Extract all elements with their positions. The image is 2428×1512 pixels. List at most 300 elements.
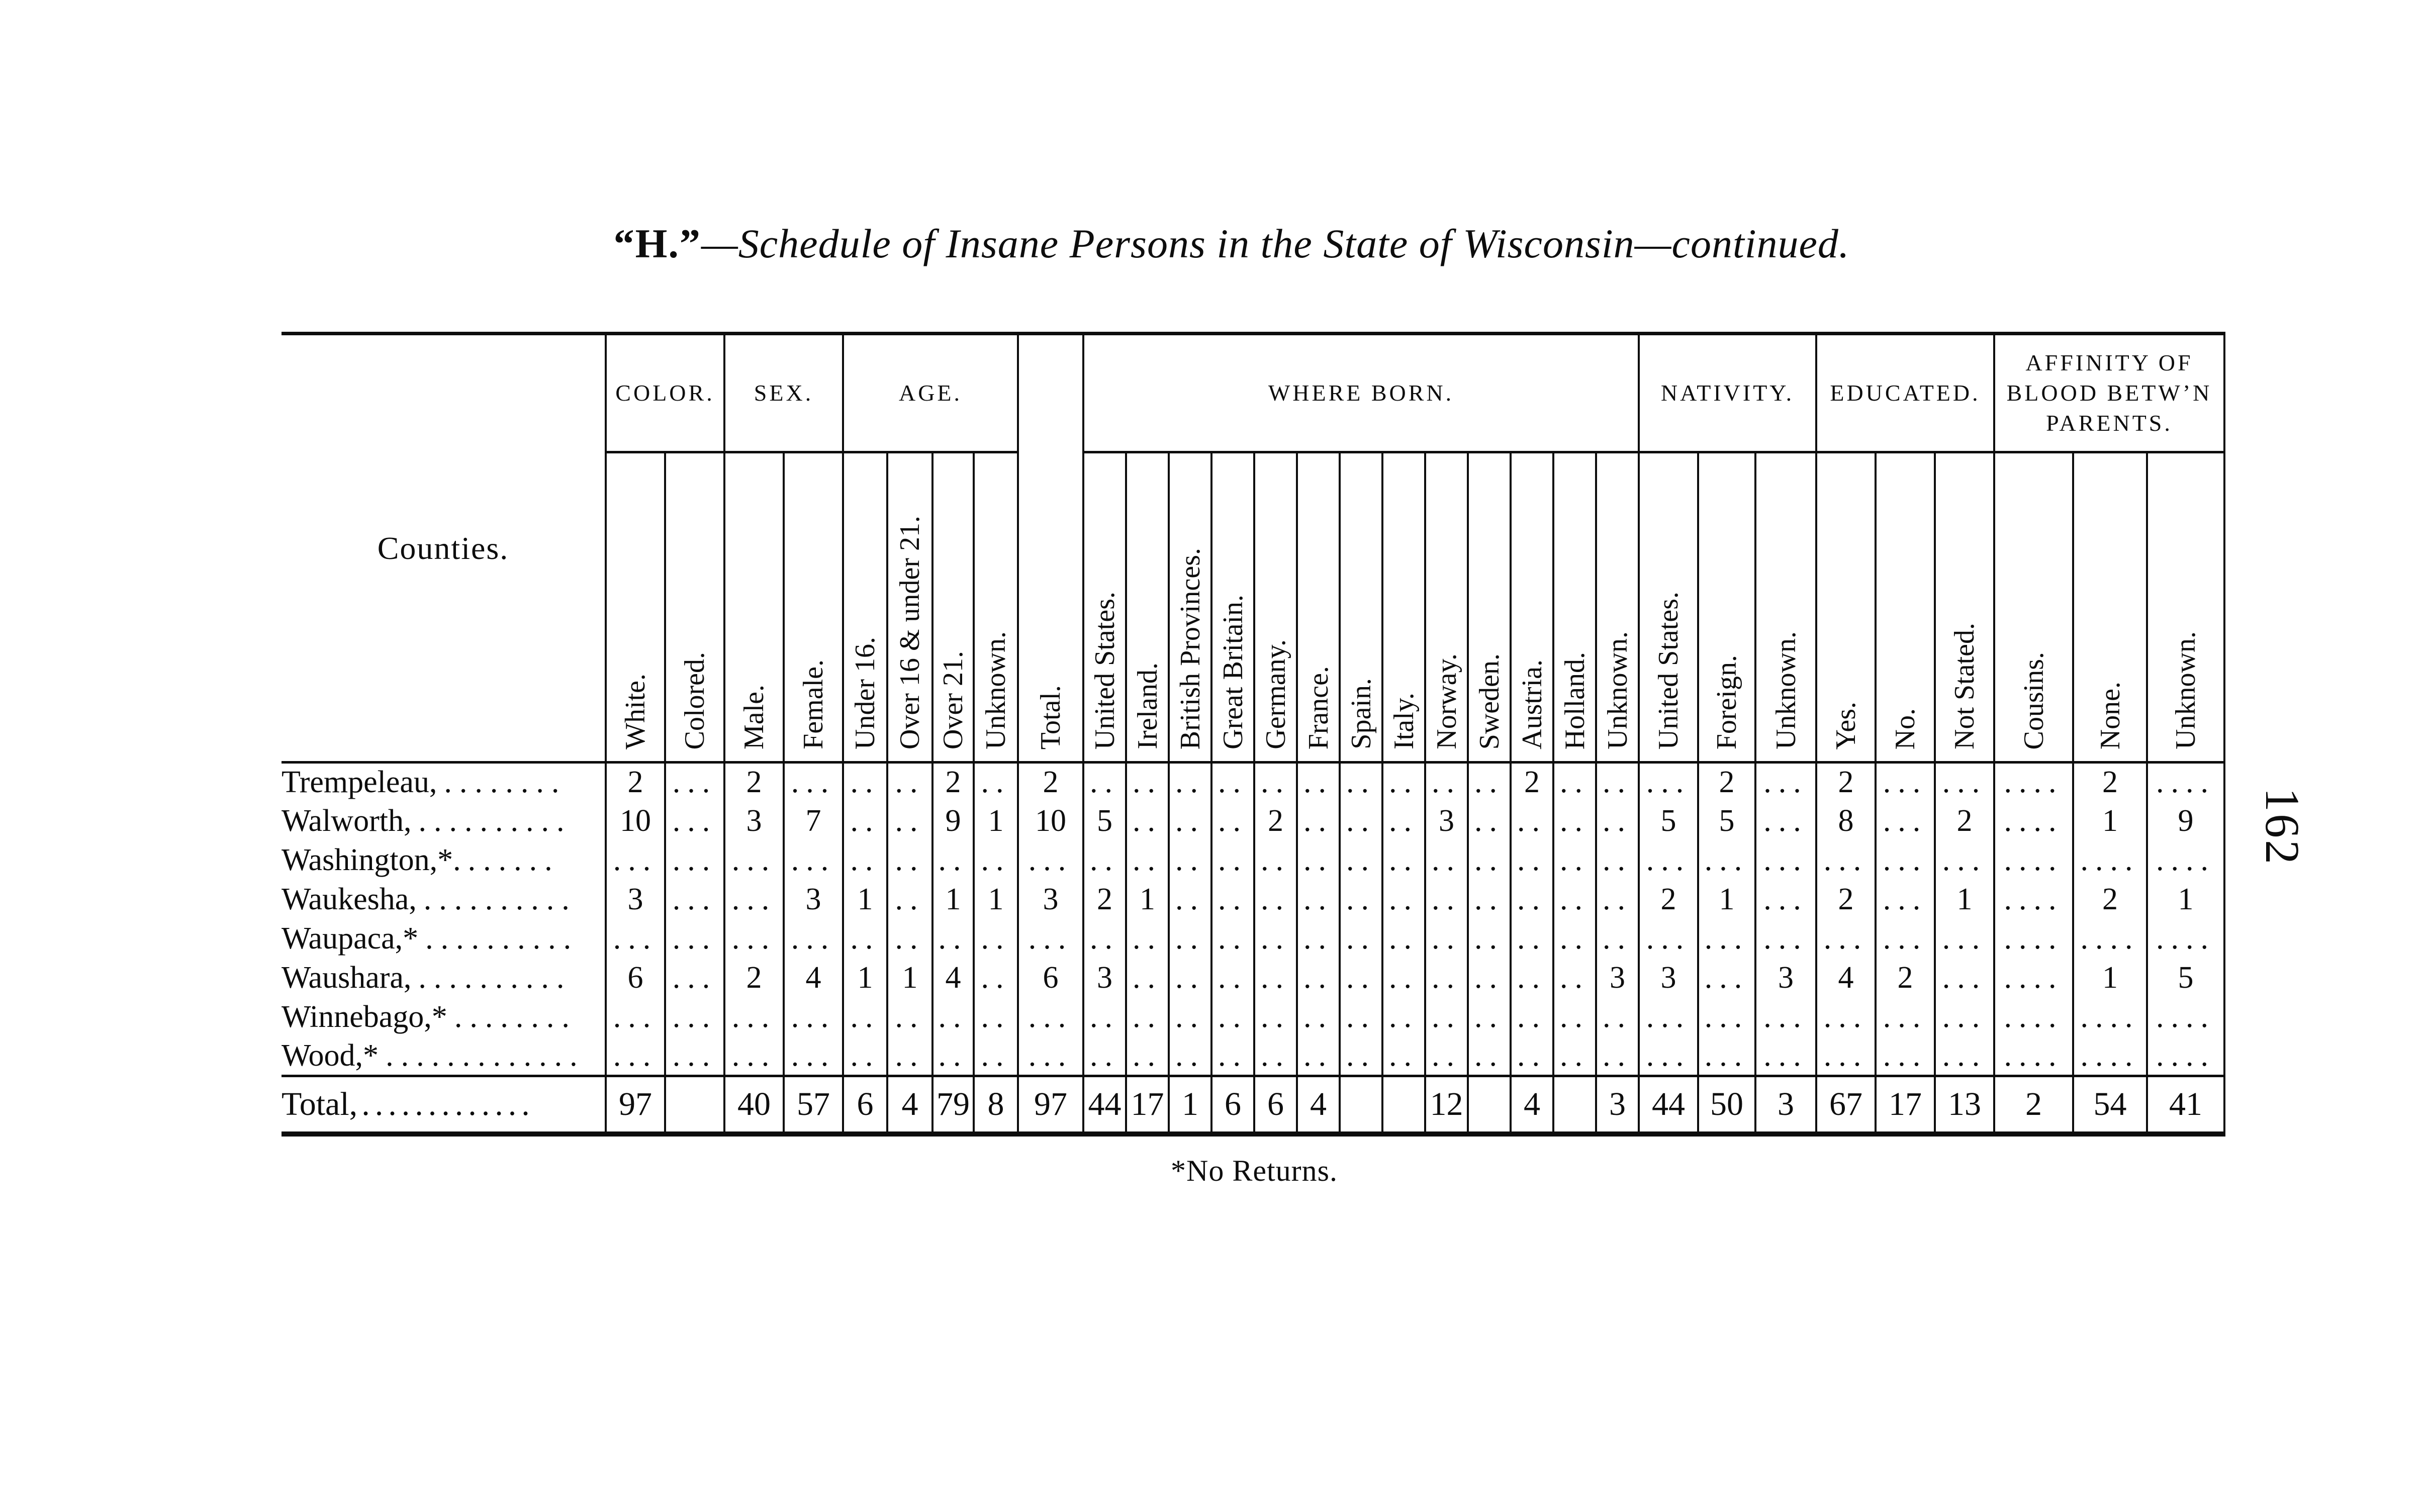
empty-dots: .. [1474, 961, 1504, 995]
table-cell [724, 919, 784, 959]
column-header [606, 452, 665, 763]
table-cell [665, 998, 724, 1037]
table-cell [1382, 1037, 1425, 1076]
empty-dots: ... [1823, 921, 1869, 956]
column-header [1876, 452, 1935, 763]
empty-dots: .. [1303, 1038, 1333, 1073]
empty-dots: ... [672, 1038, 717, 1073]
table-cell: 4 [784, 959, 843, 998]
empty-dots: ... [1763, 921, 1808, 956]
table-cell [1254, 1037, 1297, 1076]
table-cell [1425, 919, 1468, 959]
empty-dots: .. [1603, 804, 1632, 838]
total-cell: 17 [1126, 1076, 1169, 1135]
table-cell [2073, 1037, 2147, 1076]
empty-dots: .. [1517, 1038, 1547, 1073]
table-cell [974, 959, 1018, 998]
table-cell [1018, 1037, 1083, 1076]
empty-dots: .. [1346, 1000, 1376, 1034]
table-cell [1994, 998, 2073, 1037]
table-cell: 2 [1083, 880, 1126, 919]
empty-dots: .. [1603, 843, 1632, 877]
empty-dots: ... [791, 843, 836, 877]
title-prefix: “H.” [613, 221, 701, 266]
table-cell [1511, 998, 1553, 1037]
dot-leader: ............. [361, 1086, 535, 1122]
table-cell [1126, 1037, 1169, 1076]
empty-dots: .. [850, 1000, 880, 1034]
county-name: Wood,* [282, 1038, 379, 1073]
table-cell: 1 [974, 802, 1018, 841]
empty-dots: .. [1432, 1000, 1461, 1034]
table-cell [724, 1037, 784, 1076]
table-cell [1511, 919, 1553, 959]
table-cell [1211, 998, 1254, 1037]
table-cell [1425, 841, 1468, 880]
table-cell [843, 763, 887, 802]
county-label [282, 919, 606, 959]
total-cell: 57 [784, 1076, 843, 1135]
table-cell [1083, 998, 1126, 1037]
empty-dots: ... [1763, 1000, 1808, 1034]
empty-dots: .... [2004, 882, 2064, 916]
table-cell [1169, 841, 1211, 880]
total-cell: 41 [2147, 1076, 2224, 1135]
empty-dots: ... [1763, 1038, 1808, 1073]
county-label [282, 880, 606, 919]
column-header [1018, 452, 1083, 763]
group-header: WHERE BORN. [1083, 334, 1639, 452]
empty-dots: .... [2004, 843, 2064, 877]
table-cell [2147, 841, 2224, 880]
table-cell [1876, 919, 1935, 959]
table-cell [1018, 841, 1083, 880]
empty-dots: ... [672, 765, 717, 800]
table-row [282, 998, 2224, 1037]
empty-dots: .. [1175, 804, 1205, 838]
column-header-label: No. [1890, 708, 1921, 749]
empty-dots: .... [2156, 921, 2215, 956]
table-cell: 3 [1755, 959, 1816, 998]
county-name: Waukesha, [282, 882, 417, 916]
column-header-label: Italy. [1388, 693, 1420, 749]
table-cell [1169, 880, 1211, 919]
column-header [1596, 452, 1639, 763]
total-cell: 3 [1755, 1076, 1816, 1135]
table-cell [1018, 919, 1083, 959]
empty-dots: .. [1517, 1000, 1547, 1034]
counties-header: Counties. [282, 334, 606, 763]
empty-dots: .. [850, 1038, 880, 1073]
table-cell [974, 919, 1018, 959]
table-cell [1876, 998, 1935, 1037]
total-cell: 3 [1596, 1076, 1639, 1135]
empty-dots: .. [1517, 921, 1547, 956]
county-label [282, 1037, 606, 1076]
table-cell [1553, 959, 1596, 998]
table-cell: 1 [843, 880, 887, 919]
county-name: Waushara, [282, 961, 412, 995]
table-cell: 2 [1018, 763, 1083, 802]
table-cell [843, 998, 887, 1037]
empty-dots: ... [1763, 765, 1808, 800]
empty-dots: .. [1303, 843, 1333, 877]
table-cell [887, 841, 932, 880]
empty-dots: ... [791, 921, 836, 956]
empty-dots: .. [981, 961, 1011, 995]
column-header [1755, 452, 1816, 763]
empty-dots: ... [1883, 804, 1928, 838]
empty-dots: ... [1028, 921, 1073, 956]
table-cell [974, 1037, 1018, 1076]
total-cell: 17 [1876, 1076, 1935, 1135]
table-cell [1382, 880, 1425, 919]
empty-dots: ... [791, 1038, 836, 1073]
total-cell [665, 1076, 724, 1135]
empty-dots: .. [1218, 1000, 1248, 1034]
table-cell: 10 [606, 802, 665, 841]
column-header [1698, 452, 1755, 763]
table-cell: 3 [1596, 959, 1639, 998]
column-header-label: Unknown. [980, 631, 1011, 749]
table-cell [1816, 919, 1876, 959]
total-name: Total, [282, 1086, 358, 1122]
empty-dots: .. [1346, 961, 1376, 995]
table-header [282, 334, 2224, 763]
table-cell: 2 [2073, 880, 2147, 919]
table-cell [2073, 998, 2147, 1037]
empty-dots: ... [1883, 882, 1928, 916]
total-cell: 1 [1169, 1076, 1211, 1135]
empty-dots: ... [613, 1000, 658, 1034]
table-cell [665, 1037, 724, 1076]
table-cell: 2 [932, 763, 974, 802]
total-cell [1553, 1076, 1596, 1135]
table-cell [1083, 1037, 1126, 1076]
empty-dots: ... [1763, 882, 1808, 916]
table-cell: 2 [606, 763, 665, 802]
table-cell [665, 880, 724, 919]
empty-dots: .. [1175, 921, 1205, 956]
empty-dots: .. [1560, 961, 1590, 995]
column-header-label: Holland. [1559, 651, 1591, 749]
table-cell: 1 [974, 880, 1018, 919]
table-row [282, 802, 2224, 841]
empty-dots: ... [672, 961, 717, 995]
empty-dots: .. [895, 1000, 925, 1034]
table-cell [1994, 959, 2073, 998]
column-header-label: Great Britain. [1217, 595, 1249, 749]
table-cell [1297, 880, 1340, 919]
empty-dots: .... [2004, 1038, 2064, 1073]
table-cell: 7 [784, 802, 843, 841]
table-cell: 3 [1018, 880, 1083, 919]
column-header [1297, 452, 1340, 763]
table-cell: 2 [1876, 959, 1935, 998]
table-cell [2073, 919, 2147, 959]
table-cell [606, 841, 665, 880]
empty-dots: ... [1763, 843, 1808, 877]
empty-dots: .. [1389, 843, 1419, 877]
table-cell [1211, 841, 1254, 880]
empty-dots: .. [1303, 961, 1333, 995]
county-label [282, 841, 606, 880]
empty-dots: .. [1303, 921, 1333, 956]
empty-dots: .. [1218, 1038, 1248, 1073]
empty-dots: .. [1517, 961, 1547, 995]
empty-dots: .. [1261, 765, 1290, 800]
table-cell [1468, 880, 1511, 919]
column-header [724, 452, 784, 763]
table-cell [1382, 959, 1425, 998]
empty-dots: .. [1389, 921, 1419, 956]
column-header [1425, 452, 1468, 763]
table-cell [1425, 998, 1468, 1037]
empty-dots: .. [981, 843, 1011, 877]
table-cell [1596, 919, 1639, 959]
empty-dots: .. [850, 921, 880, 956]
table-cell [1816, 1037, 1876, 1076]
empty-dots: .. [1389, 882, 1419, 916]
empty-dots: .. [850, 843, 880, 877]
table-cell: 1 [2147, 880, 2224, 919]
table-cell [1126, 841, 1169, 880]
table-cell [1553, 919, 1596, 959]
empty-dots: ... [1823, 1038, 1869, 1073]
empty-dots: .. [1133, 921, 1162, 956]
table-cell [1876, 880, 1935, 919]
table-cell: 2 [1698, 763, 1755, 802]
total-cell: 8 [974, 1076, 1018, 1135]
table-cell [1935, 763, 1994, 802]
table-cell [1468, 1037, 1511, 1076]
table-cell: 2 [1935, 802, 1994, 841]
group-header: NATIVITY. [1639, 334, 1816, 452]
empty-dots: .. [1218, 882, 1248, 916]
table-cell: 1 [843, 959, 887, 998]
empty-dots: ... [1704, 843, 1749, 877]
empty-dots: .. [1133, 804, 1162, 838]
table-cell [1639, 763, 1698, 802]
empty-dots: .. [1175, 765, 1205, 800]
empty-dots: ... [1704, 1000, 1749, 1034]
empty-dots: .... [2080, 1000, 2140, 1034]
table-cell: 8 [1816, 802, 1876, 841]
total-row [282, 1076, 2224, 1135]
empty-dots: ... [731, 921, 777, 956]
table-cell: 2 [724, 959, 784, 998]
table-cell [1511, 959, 1553, 998]
total-cell: 97 [606, 1076, 665, 1135]
empty-dots: .. [1303, 804, 1333, 838]
table-cell [1596, 841, 1639, 880]
empty-dots: ... [1823, 1000, 1869, 1034]
empty-dots: .. [981, 1038, 1011, 1073]
empty-dots: .... [2004, 961, 2064, 995]
table-cell [1126, 763, 1169, 802]
empty-dots: .. [1432, 1038, 1461, 1073]
total-cell: 40 [724, 1076, 784, 1135]
empty-dots: .... [2156, 1038, 2215, 1073]
table-cell [1816, 841, 1876, 880]
table-cell [784, 841, 843, 880]
table-cell [887, 919, 932, 959]
table-cell [1935, 1037, 1994, 1076]
table-cell [665, 841, 724, 880]
empty-dots: .. [1175, 961, 1205, 995]
table-cell [1297, 919, 1340, 959]
empty-dots: .. [1517, 843, 1547, 877]
total-cell: 44 [1083, 1076, 1126, 1135]
column-header-label: Norway. [1431, 653, 1462, 749]
empty-dots: ... [1942, 843, 1987, 877]
empty-dots: .. [850, 765, 880, 800]
table-cell [1083, 763, 1126, 802]
empty-dots: .. [1346, 765, 1376, 800]
table-cell [1876, 841, 1935, 880]
column-header [1816, 452, 1876, 763]
table-cell [1297, 802, 1340, 841]
table-cell [1994, 880, 2073, 919]
column-header [1639, 452, 1698, 763]
empty-dots: .. [1175, 1038, 1205, 1073]
page-number: 162 [2256, 788, 2309, 866]
empty-dots: .. [1474, 765, 1504, 800]
footnote: *No Returns. [1171, 1154, 1338, 1187]
empty-dots: .. [981, 1000, 1011, 1034]
empty-dots: .. [1474, 921, 1504, 956]
empty-dots: .... [2004, 1000, 2064, 1034]
dot-leader: .......... [418, 804, 572, 838]
table-cell [932, 919, 974, 959]
table-cell [1169, 919, 1211, 959]
table-cell: 2 [1816, 763, 1876, 802]
table-cell [1698, 919, 1755, 959]
dot-leader: ............. [386, 1038, 585, 1073]
column-header-label: Yes. [1830, 701, 1861, 749]
table-cell: 3 [784, 880, 843, 919]
empty-dots: .. [1133, 765, 1162, 800]
column-header-label: Unknown. [2170, 631, 2201, 749]
empty-dots: .. [1560, 882, 1590, 916]
total-cell: 6 [1211, 1076, 1254, 1135]
empty-dots: .. [1560, 765, 1590, 800]
empty-dots: .. [1346, 804, 1376, 838]
table-cell [784, 763, 843, 802]
empty-dots: ... [613, 921, 658, 956]
empty-dots: .. [938, 843, 968, 877]
column-header [1126, 452, 1169, 763]
table-cell [1254, 880, 1297, 919]
table-cell: 2 [2073, 763, 2147, 802]
empty-dots: ... [1942, 961, 1987, 995]
empty-dots: ... [1823, 843, 1869, 877]
table-cell [1425, 880, 1468, 919]
table-cell [2147, 998, 2224, 1037]
empty-dots: .. [1603, 1000, 1632, 1034]
column-header-label: Colored. [679, 651, 710, 749]
table-cell [1425, 763, 1468, 802]
empty-dots: .. [1261, 921, 1290, 956]
total-cell: 13 [1935, 1076, 1994, 1135]
column-header [665, 452, 724, 763]
empty-dots: ... [672, 882, 717, 916]
table-cell: 1 [1935, 880, 1994, 919]
table-cell [1340, 959, 1382, 998]
table-cell: 2 [1254, 802, 1297, 841]
empty-dots: .... [2156, 843, 2215, 877]
empty-dots: .. [1261, 882, 1290, 916]
empty-dots: ... [1942, 1000, 1987, 1034]
table-cell [1876, 802, 1935, 841]
table-cell [1254, 998, 1297, 1037]
schedule-table [282, 332, 2225, 1137]
empty-dots: .. [1175, 882, 1205, 916]
total-cell: 44 [1639, 1076, 1698, 1135]
total-cell [1468, 1076, 1511, 1135]
empty-dots: .. [1517, 882, 1547, 916]
group-header: AFFINITY OF BLOOD BETW’N PARENTS. [1994, 334, 2224, 452]
empty-dots: .. [1175, 843, 1205, 877]
column-header [1553, 452, 1596, 763]
table-cell [1876, 763, 1935, 802]
column-header-label: Unknown. [1770, 631, 1802, 749]
column-header-label: Total. [1035, 685, 1066, 749]
table-cell [1639, 998, 1698, 1037]
empty-dots: ... [1942, 765, 1987, 800]
table-cell [665, 763, 724, 802]
empty-dots: .. [1175, 1000, 1205, 1034]
total-cell [1340, 1076, 1382, 1135]
total-cell: 6 [843, 1076, 887, 1135]
table-cell [1126, 998, 1169, 1037]
table-cell [932, 1037, 974, 1076]
table-cell [1596, 880, 1639, 919]
group-header: SEX. [724, 334, 843, 452]
empty-dots: .. [895, 843, 925, 877]
table-row [282, 959, 2224, 998]
table-cell: 6 [1018, 959, 1083, 998]
empty-dots: ... [1028, 1000, 1073, 1034]
table-cell [843, 919, 887, 959]
empty-dots: .. [895, 1038, 925, 1073]
table-cell [843, 1037, 887, 1076]
dot-leader: ........ [444, 765, 567, 800]
empty-dots: ... [731, 1038, 777, 1073]
empty-dots: ... [1883, 843, 1928, 877]
table-cell [1553, 1037, 1596, 1076]
dot-leader: .......... [418, 961, 572, 995]
table-cell [1935, 998, 1994, 1037]
table-cell [1468, 763, 1511, 802]
table-cell [1169, 802, 1211, 841]
empty-dots: ... [1883, 921, 1928, 956]
table-cell [1755, 880, 1816, 919]
column-header [1254, 452, 1297, 763]
empty-dots: .. [1261, 843, 1290, 877]
empty-dots: ... [1646, 1000, 1691, 1034]
empty-dots: .... [2156, 765, 2215, 800]
group-header-row [282, 334, 2224, 452]
table-cell [1511, 802, 1553, 841]
column-header-label: Ireland. [1132, 663, 1163, 749]
table-cell [1994, 1037, 2073, 1076]
column-header [887, 452, 932, 763]
table-body [282, 763, 2224, 1135]
table-cell [1382, 763, 1425, 802]
table-cell [1211, 1037, 1254, 1076]
table-cell: 5 [1698, 802, 1755, 841]
